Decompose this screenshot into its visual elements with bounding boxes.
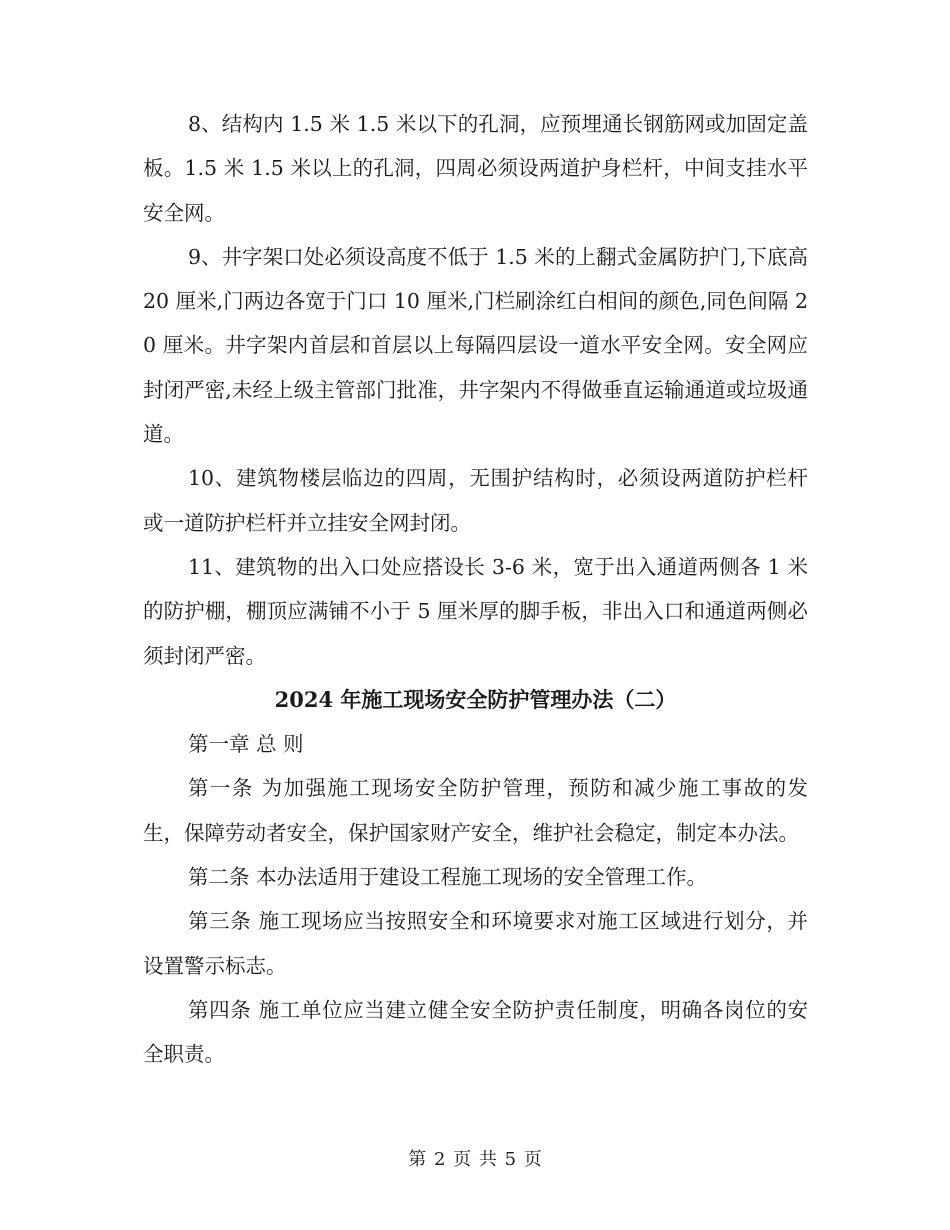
article-1: 第一条 为加强施工现场安全防护管理，预防和减少施工事故的发生，保障劳动者安全，保护国家财产安全，维护社会稳定，制定本办法。 <box>143 776 808 845</box>
article-4: 第四条 施工单位应当建立健全安全防护责任制度，明确各岗位的安全职责。 <box>143 997 808 1067</box>
article-3: 第三条 施工现场应当按照安全和环境要求对施工区域进行划分，并设置警示标志。 <box>143 909 808 978</box>
page-footer: 第 2 页 共 5 页 <box>408 1149 542 1170</box>
paragraph-item-8: 8、结构内 1.5 米 1.5 米以下的孔洞，应预埋通长钢筋网或加固定盖板。1.5 米 1.5 米以上的孔洞，四周必须设两道护身栏杆，中间支挂水平安全网。 <box>143 112 808 225</box>
document-page <box>143 102 808 1077</box>
article-2: 第二条 本办法适用于建设工程施工现场的安全管理工作。 <box>188 865 708 890</box>
chapter-heading: 第一章 总 则 <box>188 732 304 757</box>
paragraph-item-9: 9、井字架口处必须设高度不低于 1.5 米的上翻式金属防护门,下底高 20 厘米,门两边各宽于门口 10 厘米,门栏刷涂红白相间的颜色,同色间隔 20 厘米。井字架内首层和首层以上每隔四层设一道水平安全网。安全网应封闭严密,未经上级主管部门批准，井字架内不得做垂直运输通道或垃圾通道。 <box>143 244 808 447</box>
paragraph-item-10: 10、建筑物楼层临边的四周，无围护结构时，必须设两道防护栏杆或一道防护栏杆并立挂安全网封闭。 <box>143 466 808 535</box>
section-title: 2024 年施工现场安全防护管理办法（二） <box>274 686 677 712</box>
paragraph-item-11: 11、建筑物的出入口处应搭设长 3-6 米，宽于出入通道两侧各 1 米的防护棚，棚顶应满铺不小于 5 厘米厚的脚手板，非出入口和通道两侧必须封闭严密。 <box>143 554 808 668</box>
